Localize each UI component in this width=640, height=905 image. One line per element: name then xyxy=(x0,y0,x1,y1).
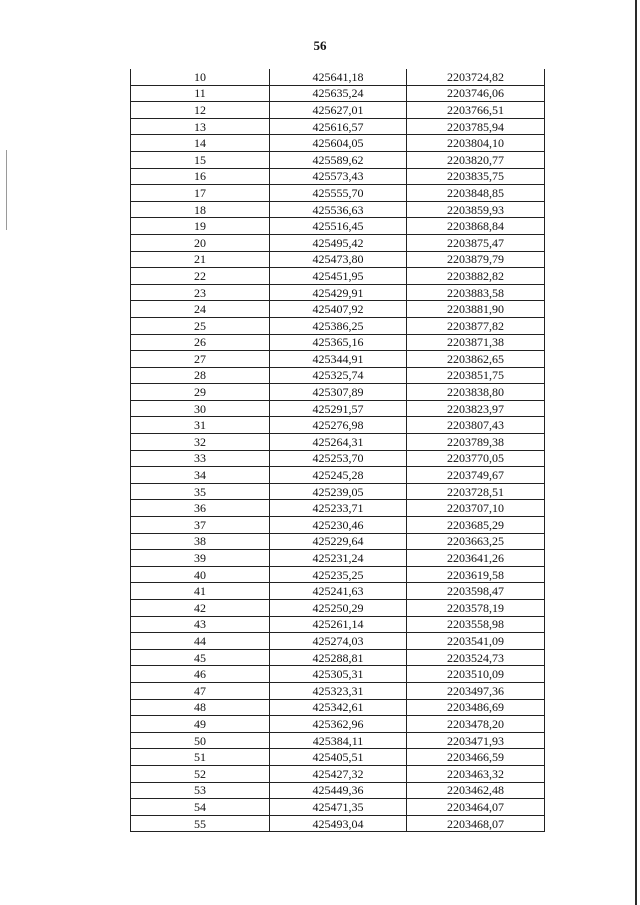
table-row xyxy=(131,517,545,534)
y-coordinate-cell: 2203464,07 xyxy=(407,799,545,816)
table-row xyxy=(131,633,545,650)
table-row xyxy=(131,317,545,334)
table-row xyxy=(131,699,545,716)
point-number-cell: 18 xyxy=(131,201,270,218)
y-coordinate-cell: 2203835,75 xyxy=(407,168,545,185)
coordinates-table xyxy=(130,69,545,832)
point-number-cell: 11 xyxy=(131,85,270,102)
y-coordinate-cell: 2203724,82 xyxy=(407,69,545,85)
x-coordinate-cell: 425235,25 xyxy=(270,566,407,583)
x-coordinate-cell: 425427,32 xyxy=(270,765,407,782)
table-row xyxy=(131,666,545,683)
point-number-cell: 43 xyxy=(131,616,270,633)
y-coordinate-cell: 2203875,47 xyxy=(407,234,545,251)
x-coordinate-cell: 425231,24 xyxy=(270,550,407,567)
x-coordinate-cell: 425307,89 xyxy=(270,384,407,401)
x-coordinate-cell: 425384,11 xyxy=(270,732,407,749)
point-number-cell: 31 xyxy=(131,417,270,434)
table-row xyxy=(131,765,545,782)
table-row xyxy=(131,649,545,666)
point-number-cell: 27 xyxy=(131,351,270,368)
table-row xyxy=(131,815,545,832)
table-row xyxy=(131,732,545,749)
table-row xyxy=(131,550,545,567)
y-coordinate-cell: 2203663,25 xyxy=(407,533,545,550)
y-coordinate-cell: 2203868,84 xyxy=(407,218,545,235)
point-number-cell: 46 xyxy=(131,666,270,683)
point-number-cell: 16 xyxy=(131,168,270,185)
y-coordinate-cell: 2203766,51 xyxy=(407,102,545,119)
x-coordinate-cell: 425536,63 xyxy=(270,201,407,218)
table-row xyxy=(131,268,545,285)
x-coordinate-cell: 425555,70 xyxy=(270,185,407,202)
scan-edge-line xyxy=(635,0,637,905)
table-row xyxy=(131,400,545,417)
y-coordinate-cell: 2203859,93 xyxy=(407,201,545,218)
y-coordinate-cell: 2203478,20 xyxy=(407,716,545,733)
x-coordinate-cell: 425627,01 xyxy=(270,102,407,119)
table-row xyxy=(131,799,545,816)
x-coordinate-cell: 425245,28 xyxy=(270,467,407,484)
scan-margin-mark xyxy=(6,150,7,230)
point-number-cell: 12 xyxy=(131,102,270,119)
table-row xyxy=(131,151,545,168)
x-coordinate-cell: 425264,31 xyxy=(270,434,407,451)
x-coordinate-cell: 425250,29 xyxy=(270,600,407,617)
x-coordinate-cell: 425604,05 xyxy=(270,135,407,152)
point-number-cell: 13 xyxy=(131,118,270,135)
coordinates-table-body xyxy=(131,69,545,832)
point-number-cell: 19 xyxy=(131,218,270,235)
table-row xyxy=(131,417,545,434)
point-number-cell: 40 xyxy=(131,566,270,583)
point-number-cell: 41 xyxy=(131,583,270,600)
x-coordinate-cell: 425261,14 xyxy=(270,616,407,633)
point-number-cell: 39 xyxy=(131,550,270,567)
x-coordinate-cell: 425342,61 xyxy=(270,699,407,716)
y-coordinate-cell: 2203848,85 xyxy=(407,185,545,202)
table-row xyxy=(131,69,545,85)
y-coordinate-cell: 2203749,67 xyxy=(407,467,545,484)
point-number-cell: 50 xyxy=(131,732,270,749)
y-coordinate-cell: 2203882,82 xyxy=(407,268,545,285)
point-number-cell: 47 xyxy=(131,682,270,699)
point-number-cell: 29 xyxy=(131,384,270,401)
y-coordinate-cell: 2203881,90 xyxy=(407,301,545,318)
point-number-cell: 22 xyxy=(131,268,270,285)
x-coordinate-cell: 425407,92 xyxy=(270,301,407,318)
y-coordinate-cell: 2203471,93 xyxy=(407,732,545,749)
point-number-cell: 36 xyxy=(131,500,270,517)
table-row xyxy=(131,616,545,633)
point-number-cell: 38 xyxy=(131,533,270,550)
y-coordinate-cell: 2203524,73 xyxy=(407,649,545,666)
point-number-cell: 14 xyxy=(131,135,270,152)
x-coordinate-cell: 425573,43 xyxy=(270,168,407,185)
y-coordinate-cell: 2203820,77 xyxy=(407,151,545,168)
y-coordinate-cell: 2203578,19 xyxy=(407,600,545,617)
y-coordinate-cell: 2203877,82 xyxy=(407,317,545,334)
y-coordinate-cell: 2203463,32 xyxy=(407,765,545,782)
x-coordinate-cell: 425344,91 xyxy=(270,351,407,368)
y-coordinate-cell: 2203770,05 xyxy=(407,450,545,467)
x-coordinate-cell: 425471,35 xyxy=(270,799,407,816)
y-coordinate-cell: 2203707,10 xyxy=(407,500,545,517)
y-coordinate-cell: 2203462,48 xyxy=(407,782,545,799)
point-number-cell: 21 xyxy=(131,251,270,268)
table-row xyxy=(131,334,545,351)
table-row xyxy=(131,749,545,766)
point-number-cell: 42 xyxy=(131,600,270,617)
table-row xyxy=(131,450,545,467)
x-coordinate-cell: 425276,98 xyxy=(270,417,407,434)
x-coordinate-cell: 425241,63 xyxy=(270,583,407,600)
table-row xyxy=(131,467,545,484)
table-row xyxy=(131,201,545,218)
y-coordinate-cell: 2203468,07 xyxy=(407,815,545,832)
table-row xyxy=(131,533,545,550)
y-coordinate-cell: 2203883,58 xyxy=(407,284,545,301)
table-row xyxy=(131,351,545,368)
page-number: 56 xyxy=(313,38,327,53)
x-coordinate-cell: 425323,31 xyxy=(270,682,407,699)
y-coordinate-cell: 2203862,65 xyxy=(407,351,545,368)
table-row xyxy=(131,234,545,251)
y-coordinate-cell: 2203486,69 xyxy=(407,699,545,716)
table-row xyxy=(131,168,545,185)
table-row xyxy=(131,500,545,517)
point-number-cell: 54 xyxy=(131,799,270,816)
table-row xyxy=(131,566,545,583)
point-number-cell: 44 xyxy=(131,633,270,650)
x-coordinate-cell: 425233,71 xyxy=(270,500,407,517)
table-row xyxy=(131,85,545,102)
point-number-cell: 35 xyxy=(131,483,270,500)
table-row xyxy=(131,483,545,500)
x-coordinate-cell: 425288,81 xyxy=(270,649,407,666)
table-row xyxy=(131,367,545,384)
y-coordinate-cell: 2203598,47 xyxy=(407,583,545,600)
point-number-cell: 34 xyxy=(131,467,270,484)
y-coordinate-cell: 2203823,97 xyxy=(407,400,545,417)
point-number-cell: 28 xyxy=(131,367,270,384)
x-coordinate-cell: 425516,45 xyxy=(270,218,407,235)
table-row xyxy=(131,301,545,318)
x-coordinate-cell: 425325,74 xyxy=(270,367,407,384)
x-coordinate-cell: 425362,96 xyxy=(270,716,407,733)
point-number-cell: 55 xyxy=(131,815,270,832)
x-coordinate-cell: 425365,16 xyxy=(270,334,407,351)
table-row xyxy=(131,583,545,600)
table-row xyxy=(131,434,545,451)
x-coordinate-cell: 425230,46 xyxy=(270,517,407,534)
y-coordinate-cell: 2203746,06 xyxy=(407,85,545,102)
y-coordinate-cell: 2203641,26 xyxy=(407,550,545,567)
y-coordinate-cell: 2203851,75 xyxy=(407,367,545,384)
table-row xyxy=(131,251,545,268)
y-coordinate-cell: 2203838,80 xyxy=(407,384,545,401)
y-coordinate-cell: 2203497,36 xyxy=(407,682,545,699)
x-coordinate-cell: 425589,62 xyxy=(270,151,407,168)
table-row xyxy=(131,384,545,401)
table-row xyxy=(131,218,545,235)
y-coordinate-cell: 2203558,98 xyxy=(407,616,545,633)
x-coordinate-cell: 425616,57 xyxy=(270,118,407,135)
point-number-cell: 51 xyxy=(131,749,270,766)
table-row xyxy=(131,118,545,135)
x-coordinate-cell: 425641,18 xyxy=(270,69,407,85)
x-coordinate-cell: 425493,04 xyxy=(270,815,407,832)
point-number-cell: 32 xyxy=(131,434,270,451)
y-coordinate-cell: 2203804,10 xyxy=(407,135,545,152)
x-coordinate-cell: 425291,57 xyxy=(270,400,407,417)
y-coordinate-cell: 2203685,29 xyxy=(407,517,545,534)
y-coordinate-cell: 2203807,43 xyxy=(407,417,545,434)
x-coordinate-cell: 425239,05 xyxy=(270,483,407,500)
x-coordinate-cell: 425473,80 xyxy=(270,251,407,268)
x-coordinate-cell: 425495,42 xyxy=(270,234,407,251)
x-coordinate-cell: 425635,24 xyxy=(270,85,407,102)
table-row xyxy=(131,716,545,733)
table-row xyxy=(131,185,545,202)
point-number-cell: 10 xyxy=(131,69,270,85)
point-number-cell: 25 xyxy=(131,317,270,334)
y-coordinate-cell: 2203541,09 xyxy=(407,633,545,650)
point-number-cell: 48 xyxy=(131,699,270,716)
y-coordinate-cell: 2203619,58 xyxy=(407,566,545,583)
point-number-cell: 30 xyxy=(131,400,270,417)
point-number-cell: 52 xyxy=(131,765,270,782)
y-coordinate-cell: 2203785,94 xyxy=(407,118,545,135)
y-coordinate-cell: 2203789,38 xyxy=(407,434,545,451)
point-number-cell: 45 xyxy=(131,649,270,666)
point-number-cell: 20 xyxy=(131,234,270,251)
table-row xyxy=(131,102,545,119)
point-number-cell: 33 xyxy=(131,450,270,467)
x-coordinate-cell: 425429,91 xyxy=(270,284,407,301)
table-row xyxy=(131,782,545,799)
y-coordinate-cell: 2203879,79 xyxy=(407,251,545,268)
table-row xyxy=(131,600,545,617)
x-coordinate-cell: 425253,70 xyxy=(270,450,407,467)
x-coordinate-cell: 425229,64 xyxy=(270,533,407,550)
x-coordinate-cell: 425305,31 xyxy=(270,666,407,683)
point-number-cell: 37 xyxy=(131,517,270,534)
point-number-cell: 15 xyxy=(131,151,270,168)
y-coordinate-cell: 2203466,59 xyxy=(407,749,545,766)
table-row xyxy=(131,135,545,152)
x-coordinate-cell: 425451,95 xyxy=(270,268,407,285)
x-coordinate-cell: 425386,25 xyxy=(270,317,407,334)
x-coordinate-cell: 425405,51 xyxy=(270,749,407,766)
x-coordinate-cell: 425449,36 xyxy=(270,782,407,799)
table-row xyxy=(131,682,545,699)
y-coordinate-cell: 2203728,51 xyxy=(407,483,545,500)
point-number-cell: 53 xyxy=(131,782,270,799)
point-number-cell: 26 xyxy=(131,334,270,351)
point-number-cell: 17 xyxy=(131,185,270,202)
table-row xyxy=(131,284,545,301)
point-number-cell: 24 xyxy=(131,301,270,318)
y-coordinate-cell: 2203510,09 xyxy=(407,666,545,683)
point-number-cell: 23 xyxy=(131,284,270,301)
point-number-cell: 49 xyxy=(131,716,270,733)
y-coordinate-cell: 2203871,38 xyxy=(407,334,545,351)
x-coordinate-cell: 425274,03 xyxy=(270,633,407,650)
